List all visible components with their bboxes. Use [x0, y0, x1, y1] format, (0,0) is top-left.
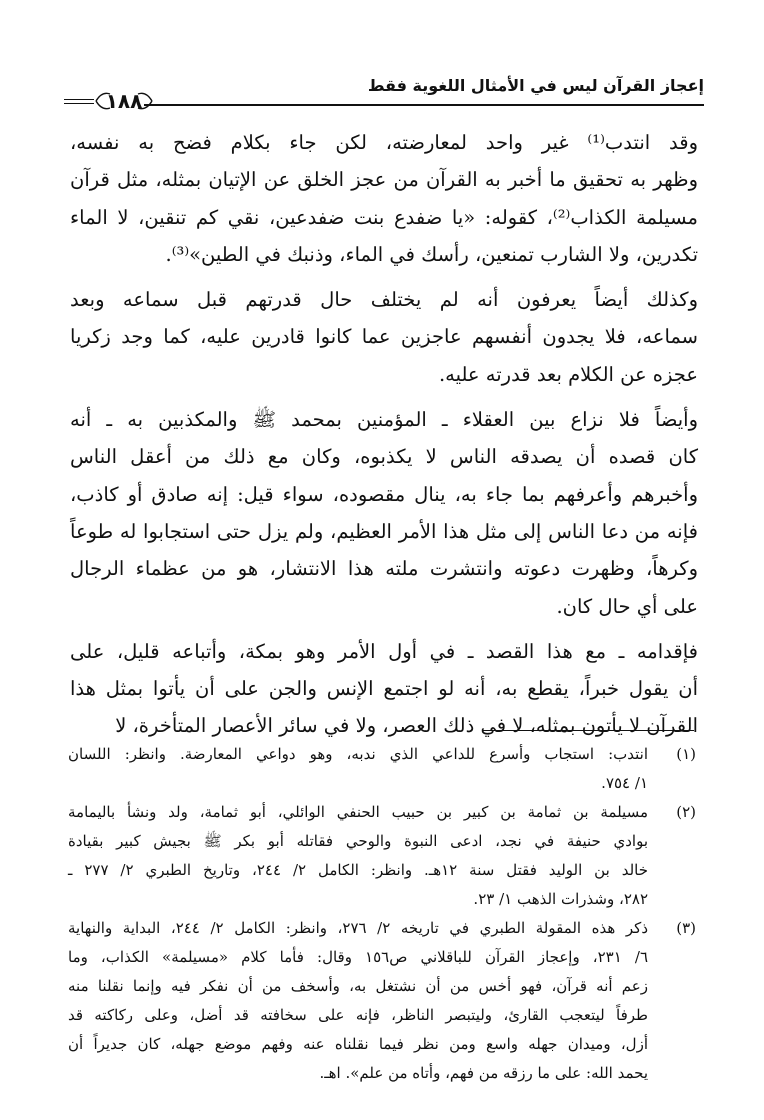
- footnote-number: (٣): [676, 919, 696, 937]
- footnote-line: انتدب: استجاب وأسرع للداعي الذي ندبه، وهو دواعي المعارضة. وانظر: اللسان: [68, 745, 648, 763]
- text-line: وكذلك أيضاً يعرفون أنه لم يختلف حال قدرتهم قبل سماعه وبعد: [70, 288, 698, 312]
- footnote-line: يحمد الله: على ما رزقه من فهم، وأتاه من علم». اهـ.: [319, 1064, 648, 1082]
- running-header: [64, 74, 704, 118]
- footnote-line: ذكر هذه المقولة الطبري في تاريخه ٢/ ٢٧٦، وانظر: الكامل ٢/ ٢٤٤، البداية والنهاية: [68, 919, 649, 937]
- paragraph: [70, 401, 698, 625]
- footnote-line: بوادي حنيفة في نجد، ادعى النبوة والوحي فقاتله أبو بكر ﷺ بجيش كبير بقيادة: [68, 832, 648, 850]
- page-number-frame: [94, 88, 154, 114]
- main-text: [70, 124, 698, 745]
- paragraph: [70, 124, 698, 273]
- footnote-line: ١/ ٧٥٤.: [601, 774, 648, 792]
- text-line: وكرهاً، وظهرت دعوته وانتشرت ملته هذا الانتشار، هو من عظماء الرجال: [70, 557, 698, 581]
- paragraph-gap: [70, 273, 698, 281]
- text-line: وقد انتدب⁽¹⁾ غير واحد لمعارضته، لكن جاء بكلام فضح به نفسه،: [70, 131, 698, 154]
- footnotes: [68, 740, 696, 1088]
- text-line: فإنه من دعا الناس إلى مثل هذا الأمر العظيم، ولم يزل حتى استجابوا له طوعاً: [70, 519, 698, 543]
- footnote-number: (٢): [676, 803, 696, 821]
- footnote-number: (١): [676, 745, 696, 763]
- text-line: وظهر به تحقيق ما أخبر به القرآن من عجز الخلق عن الإتيان بمثله، مثل قرآن: [70, 168, 698, 192]
- text-line: القرآن لا يأتون بمثله، لا في ذلك العصر، ولا في سائر الأعصار المتأخرة، لا: [115, 714, 698, 738]
- footnote-line: خالد بن الوليد فقتل سنة ١٢هـ. وانظر: الكامل ٢/ ٢٤٤، وتاريخ الطبري ٢/ ٢٧٧ ـ: [68, 861, 648, 879]
- footnote-line: ٦/ ٢٣١، وإعجاز القرآن للباقلاني ص١٥٦ وقال: فأما كلام «مسيلمة» الكذاب، وما: [68, 948, 649, 966]
- footnote: [68, 914, 696, 1088]
- page-number: ١٨٨: [105, 89, 143, 113]
- text-line: فإقدامه ـ مع هذا القصد ـ في أول الأمر وهو بمكة، وأتباعه قليل، على: [70, 639, 698, 663]
- running-header-title: إعجاز القرآن ليس في الأمثال اللغوية فقط: [367, 76, 704, 95]
- footnote-separator: [482, 730, 694, 731]
- text-line: أن يقول خبراً، يقطع به، أنه لو اجتمع الإنس والجن على أن يأتوا بمثل هذا: [70, 677, 698, 701]
- text-line: سماعه، فلا يجدون أنفسهم عاجزين عما كانوا قادرين عليه، كما وجد زكريا: [70, 325, 698, 349]
- text-line: تكدرين، ولا الشارب تمنعين، رأسك في الماء، وذنبك في الطين»⁽³⁾.: [165, 242, 698, 266]
- text-line: كان قصده أن يصدقه الناس لا يكذبوه، وكان مع ذلك من أعقل الناس: [70, 445, 698, 469]
- footnote-line: مسيلمة بن ثمامة بن كبير بن حبيب الحنفي الوائلي، أبو ثمامة، ولد ونشأ باليمامة: [68, 803, 648, 821]
- footnote-line: طرفاً ليتعجب القارئ، وليتبصر الناظر، فإنه على سخافته قد أضل، وعلى ركاكته قد: [68, 1006, 648, 1024]
- text-line: وأخبرهم وأعرفهم بما جاء به، ينال مقصوده، سواء قيل: إنه صادق أو كاذب،: [70, 482, 698, 506]
- footnote: [68, 798, 696, 914]
- footnote: [68, 740, 696, 798]
- footnote-line: أزل، وميدان جهله واسع ومن نظر فيما نقلناه عنه وفهم موضع جهله، كان جديراً أن: [68, 1035, 648, 1053]
- paragraph: [70, 633, 698, 745]
- text-line: عجزه عن الكلام بعد قدرته عليه.: [438, 362, 698, 386]
- text-line: مسيلمة الكذاب⁽²⁾، كقوله: «يا ضفدع بنت ضفدعين، نقي كم تنقين، لا الماء: [70, 205, 698, 229]
- text-line: على أي حال كان.: [556, 594, 698, 618]
- paragraph: [70, 281, 698, 393]
- paragraph-gap: [70, 393, 698, 401]
- footnote-line: ٢٨٢، وشذرات الذهب ١/ ٢٣.: [473, 890, 648, 908]
- header-ornament-line: [64, 99, 94, 100]
- header-ornament-line: [64, 103, 94, 104]
- header-rule: [144, 104, 704, 106]
- footnote-line: زعم أنه قرآن، فهو أخس من أن نشتغل به، وأسخف من أن نفكر فيه وإنما نقلنا منه: [68, 977, 648, 995]
- text-line: وأيضاً فلا نزاع بين العقلاء ـ المؤمنين بمحمد ﷺ والمكذبين به ـ أنه: [70, 408, 698, 432]
- paragraph-gap: [70, 625, 698, 633]
